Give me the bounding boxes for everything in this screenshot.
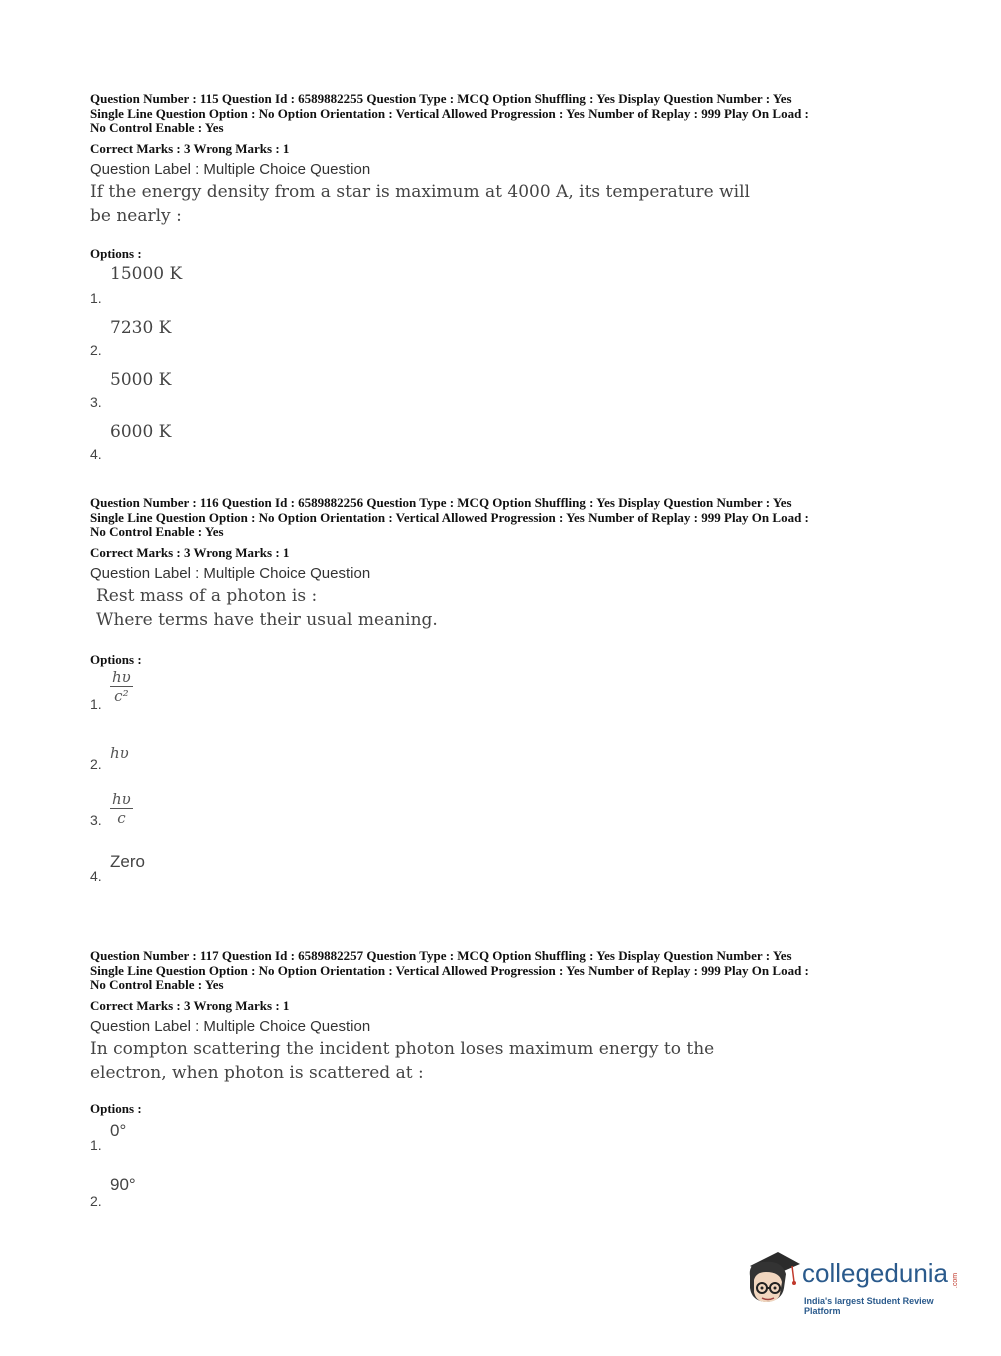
- option-3[interactable]: 3. 5000 K: [90, 369, 172, 410]
- options-title: Options :: [90, 651, 142, 667]
- option-1[interactable]: 1. 15000 K: [90, 263, 183, 306]
- question-marks: Correct Marks : 3 Wrong Marks : 1: [90, 997, 290, 1013]
- question-label: Question Label : Multiple Choice Question: [90, 1017, 371, 1035]
- option-1[interactable]: 1. $\frac{h\upsilon}{\text{c²}}$: [90, 667, 131, 712]
- question-stem: If the energy density from a star is maximum at 4000 A, its temperature will be nearly :: [90, 181, 750, 226]
- logo-tagline: India's largest Student Review Platform: [804, 1296, 934, 1316]
- question-meta: Question Number : 115 Question Id : 6589882255 Question Type : MCQ Option Shuffling : Yes Display Question Number : Yes Single Line Question Option : No Option Orientation : Vertical Allowed Progression : Yes Number of Replay : 999 Play On Load : No Control Enable : Yes: [90, 91, 809, 135]
- question-marks: Correct Marks : 3 Wrong Marks : 1: [90, 544, 290, 560]
- question-stem: Rest mass of a photon is : Where terms have their usual meaning.: [96, 585, 438, 630]
- question-block-117: [90, 949, 920, 1221]
- collegedunia-logo: [742, 1248, 972, 1318]
- mascot-icon: [742, 1248, 802, 1314]
- question-meta: Question Number : 117 Question Id : 6589882257 Question Type : MCQ Option Shuffling : Yes Display Question Number : Yes Single Line Question Option : No Option Orientation : Vertical Allowed Progression : Yes Number of Replay : 999 Play On Load : No Control Enable : Yes: [90, 948, 809, 992]
- fraction: $\frac{h\upsilon}{\text{c²}}$: [112, 667, 131, 705]
- fraction: $\frac{h\upsilon}{c}$: [112, 789, 131, 827]
- question-block-116: [90, 496, 920, 894]
- question-label: Question Label : Multiple Choice Question: [90, 564, 371, 582]
- option-2[interactable]: 2. 90°: [90, 1174, 136, 1209]
- question-marks: Correct Marks : 3 Wrong Marks : 1: [90, 140, 290, 156]
- options-title: Options :: [90, 1100, 142, 1116]
- option-4[interactable]: 4. 6000 K: [90, 421, 172, 462]
- logo-wordmark: collegedunia .com: [802, 1258, 960, 1289]
- option-3[interactable]: 3. $\frac{h\upsilon}{c}$: [90, 789, 131, 828]
- question-label: Question Label : Multiple Choice Question: [90, 160, 371, 178]
- option-4[interactable]: 4. Zero: [90, 851, 145, 884]
- question-block-115: [90, 92, 920, 472]
- question-meta: Question Number : 116 Question Id : 6589882256 Question Type : MCQ Option Shuffling : Yes Display Question Number : Yes Single Line Question Option : No Option Orientation : Vertical Allowed Progression : Yes Number of Replay : 999 Play On Load : No Control Enable : Yes: [90, 495, 809, 539]
- option-2[interactable]: 2. 7230 K: [90, 317, 172, 358]
- options-title: Options :: [90, 245, 142, 261]
- option-2[interactable]: 2. hυ: [90, 743, 129, 772]
- option-1[interactable]: 1. 0°: [90, 1120, 127, 1153]
- question-stem: In compton scattering the incident photon loses maximum energy to the electron, when photon is scattered at :: [90, 1038, 715, 1083]
